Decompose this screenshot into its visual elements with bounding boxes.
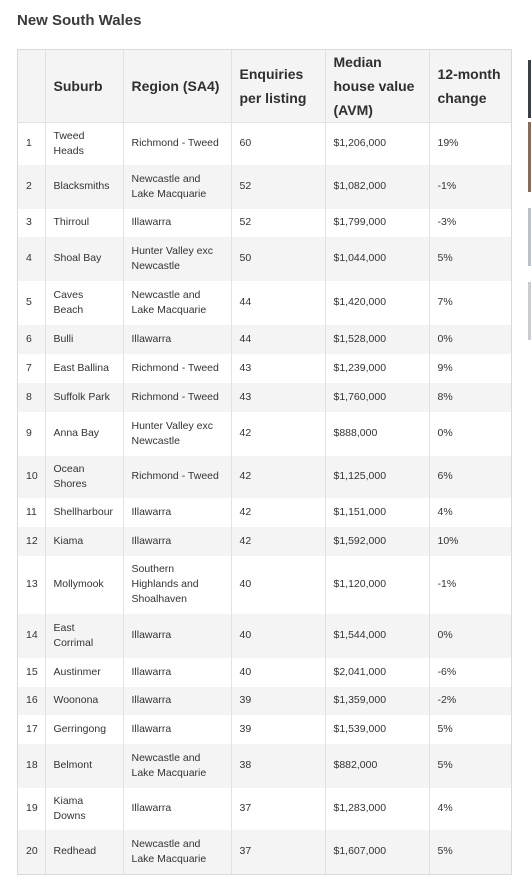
cell-median-value: $1,528,000 [325,325,429,354]
cell-suburb: Anna Bay [45,412,123,456]
cell-region: Illawarra [123,527,231,556]
table-row [18,715,511,744]
cell-rank: 1 [18,123,45,165]
cell-region: Hunter Valley exc Newcastle [123,237,231,281]
cell-median-value: $1,359,000 [325,687,429,715]
cell-enquiries: 37 [231,830,325,874]
cell-suburb: Thirroul [45,209,123,237]
cell-change: 7% [437,296,453,308]
table-row [18,354,511,383]
cell-region: Newcastle and Lake Macquarie [123,165,231,209]
cell-region: Newcastle and Lake Macquarie [123,281,231,325]
cell-median-value: $1,151,000 [325,498,429,527]
cell-median-value: $2,041,000 [325,658,429,687]
cell-rank: 2 [18,165,45,209]
table-row [18,281,511,325]
cell-change: 9% [437,361,453,374]
cell-enquiries: 38 [231,744,325,788]
cell-median-value: $1,539,000 [325,715,429,744]
cell-change: 5% [437,722,453,735]
cell-change: 4% [437,505,453,518]
cell-rank: 12 [18,527,45,556]
table-row [18,830,511,874]
cell-rank: 4 [18,237,45,281]
table-row [18,123,511,165]
table-row [18,165,511,209]
cell-rank: 6 [18,325,45,354]
table-row [18,237,511,281]
cell-suburb: Austinmer [45,658,123,687]
cell-median-value: $1,044,000 [325,237,429,281]
cell-rank: 16 [18,687,45,715]
cell-rank: 15 [18,658,45,687]
cell-region: Illawarra [123,614,231,658]
header-median-value: Median house value (AVM) [325,50,429,123]
cell-region: Illawarra [123,715,231,744]
cell-region: Richmond - Tweed [123,123,231,165]
cell-median-value: $1,082,000 [325,165,429,209]
cell-enquiries: 37 [231,788,325,830]
cell-change: -1% [437,180,457,192]
suburb-table [17,49,512,875]
table-row [18,325,511,354]
cell-suburb: Redhead [45,830,123,874]
cell-suburb: Suffolk Park [45,383,123,412]
cell-change: 0% [437,629,453,641]
cell-region: Southern Highlands and Shoalhaven [123,556,231,614]
cell-suburb: Caves Beach [45,281,123,325]
cell-change: 5% [437,845,453,857]
table-row [18,744,511,788]
cell-change: 0% [437,427,453,439]
cell-suburb: Blacksmiths [45,165,123,209]
cell-median-value: $882,000 [325,744,429,788]
cell-region: Hunter Valley exc Newcastle [123,412,231,456]
cell-region: Illawarra [123,209,231,237]
header-region: Region (SA4) [123,50,231,123]
cell-enquiries: 44 [231,281,325,325]
cell-change: -1% [437,578,457,590]
cell-suburb: Tweed Heads [45,123,123,165]
cell-rank: 18 [18,744,45,788]
cell-enquiries: 50 [231,237,325,281]
cell-enquiries: 39 [231,715,325,744]
cell-region: Richmond - Tweed [123,456,231,498]
cell-rank: 9 [18,412,45,456]
table-header-row [18,50,511,123]
cell-enquiries: 40 [231,556,325,614]
cell-rank: 8 [18,383,45,412]
cell-change: -2% [437,694,457,706]
cell-median-value: $1,607,000 [325,830,429,874]
cell-suburb: Shoal Bay [45,237,123,281]
cell-change: 6% [437,470,453,482]
cell-rank: 11 [18,498,45,527]
cell-median-value: $1,799,000 [325,209,429,237]
cell-suburb: Kiama [45,527,123,556]
table-row [18,209,511,237]
cell-enquiries: 40 [231,614,325,658]
cell-enquiries: 42 [231,527,325,556]
table-row [18,527,511,556]
cell-enquiries: 42 [231,456,325,498]
cell-suburb: Gerringong [45,715,123,744]
cell-enquiries: 39 [231,687,325,715]
cell-suburb: Belmont [45,744,123,788]
cell-region: Illawarra [123,325,231,354]
cell-rank: 17 [18,715,45,744]
cell-region: Illawarra [123,788,231,830]
cell-enquiries: 60 [231,123,325,165]
cell-enquiries: 42 [231,412,325,456]
table-row [18,412,511,456]
cell-rank: 19 [18,788,45,830]
cell-region: Richmond - Tweed [123,354,231,383]
cell-median-value: $888,000 [325,412,429,456]
cell-enquiries: 43 [231,354,325,383]
cell-suburb: Bulli [45,325,123,354]
cell-suburb: Shellharbour [45,498,123,527]
cell-region: Illawarra [123,687,231,715]
cell-change: 10% [437,534,459,547]
table-row [18,456,511,498]
header-suburb: Suburb [45,50,123,123]
cell-region: Newcastle and Lake Macquarie [123,830,231,874]
cell-rank: 10 [18,456,45,498]
cell-suburb: East Ballina [45,354,123,383]
cell-enquiries: 43 [231,383,325,412]
cell-region: Richmond - Tweed [123,383,231,412]
cell-change: 5% [437,252,453,264]
cell-median-value: $1,239,000 [325,354,429,383]
cell-suburb: East Corrimal [45,614,123,658]
cell-suburb: Mollymook [45,556,123,614]
table-row [18,556,511,614]
cell-suburb: Kiama Downs [45,788,123,830]
cell-enquiries: 42 [231,498,325,527]
table-row [18,658,511,687]
cell-region: Illawarra [123,498,231,527]
cell-region: Newcastle and Lake Macquarie [123,744,231,788]
cell-enquiries: 52 [231,165,325,209]
cell-median-value: $1,283,000 [325,788,429,830]
cell-median-value: $1,544,000 [325,614,429,658]
cell-rank: 14 [18,614,45,658]
table-row [18,788,511,830]
cell-rank: 5 [18,281,45,325]
table-row [18,498,511,527]
cell-change: 19% [437,137,459,150]
table-row [18,687,511,715]
header-change: 12-month change [429,50,511,123]
cell-change: 0% [437,332,453,345]
cell-median-value: $1,592,000 [325,527,429,556]
table-body [18,123,511,874]
cell-enquiries: 44 [231,325,325,354]
header-rank [18,50,45,123]
page-title: New South Wales [17,12,142,29]
cell-median-value: $1,420,000 [325,281,429,325]
header-enquiries: Enquiries per listing [231,50,325,123]
cell-rank: 13 [18,556,45,614]
cell-enquiries: 40 [231,658,325,687]
cell-change: -3% [437,216,457,228]
cell-median-value: $1,120,000 [325,556,429,614]
cell-suburb: Ocean Shores [45,456,123,498]
cell-suburb: Woonona [45,687,123,715]
cell-enquiries: 52 [231,209,325,237]
table-row [18,614,511,658]
cell-change: 4% [437,802,453,814]
cell-rank: 7 [18,354,45,383]
cell-median-value: $1,125,000 [325,456,429,498]
cell-median-value: $1,206,000 [325,123,429,165]
cell-rank: 20 [18,830,45,874]
cell-change: -6% [437,665,457,678]
table-row [18,383,511,412]
cell-rank: 3 [18,209,45,237]
cell-region: Illawarra [123,658,231,687]
cell-change: 5% [437,759,453,771]
cell-median-value: $1,760,000 [325,383,429,412]
cell-change: 8% [437,390,453,403]
